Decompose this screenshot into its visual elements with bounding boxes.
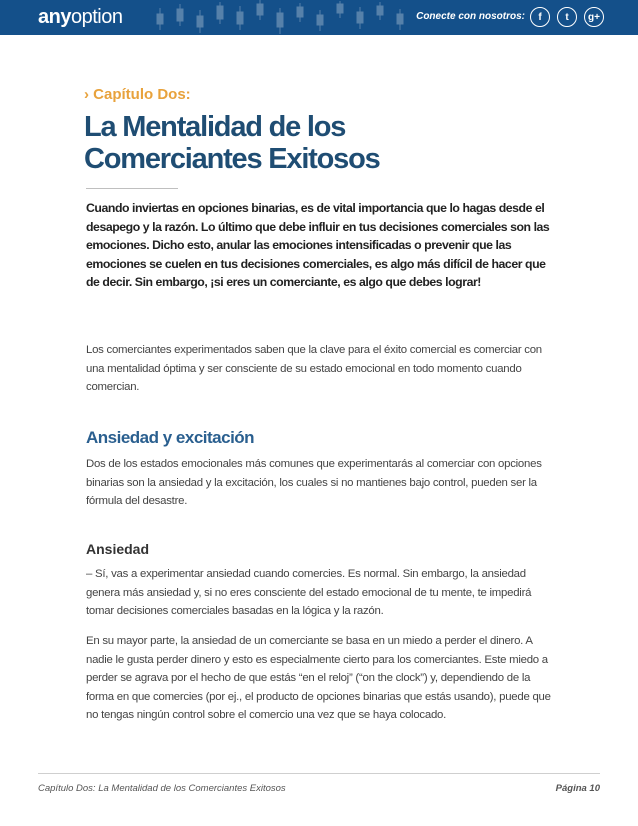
page-number: Página 10: [555, 783, 600, 794]
footer-divider: [38, 773, 600, 774]
anyoption-logo[interactable]: [38, 6, 122, 29]
paragraph-2: Dos de los estados emocionales más comunes que experimentarás al comerciar con opciones binarias son la ansiedad y la excitación, los cuales si no mantienes bajo control, pueden ser la fórmula del desastre.: [86, 458, 542, 508]
header-bar: [0, 0, 638, 35]
facebook-icon[interactable]: f: [530, 7, 550, 27]
chapter-label: › Capítulo Dos:: [84, 86, 191, 103]
paragraph-1: Los comerciantes experimentados saben que la clave para el éxito comercial es comerciar con una mentalidad óptima y ser consciente de su estado emocional en todo momento cuando comercian.: [86, 344, 542, 394]
section-heading: Ansiedad y excitación: [86, 428, 255, 447]
candlestick-decoration: [150, 0, 410, 35]
logo-rest: option: [70, 6, 123, 28]
connect-label: Conecte con nosotros:: [416, 11, 525, 22]
title-divider: [86, 188, 178, 189]
subsection-heading: Ansiedad: [86, 541, 150, 557]
footer-chapter: Capítulo Dos: La Mentalidad de los Comerciantes Exitosos: [38, 783, 286, 794]
googleplus-icon[interactable]: g+: [584, 7, 604, 27]
logo-bold: any: [38, 6, 71, 28]
title-line-2: Comerciantes Exitosos: [84, 143, 380, 175]
lead-paragraph: Cuando inviertas en opciones binarias, es de vital importancia que lo hagas desde el desapego y la razón. Lo último que debe influir en tus decisiones comerciales son las emociones. Dicho esto, anular las emociones intensificadas o prevenir que las emociones se cuelen en tus decisiones comerciales, es algo más difícil de hacer que de decir. Sin embargo, ¡si eres un comerciante, es algo que debes lograr!: [86, 201, 550, 290]
paragraph-4: En su mayor parte, la ansiedad de un comerciante se basa en un miedo a perder el dinero. A nadie le gusta perder dinero y esto es especialmente cierto para los comerciantes. Este miedo a perder se agrava por el hecho de que estás “en el reloj” (“on the clock”) y, dependiendo de la forma en que comercies (por ej., el producto de opciones binarias que estás usando), puede que no tengas ningún control sobre el comercio una vez que se haya colocado.: [86, 635, 551, 722]
twitter-icon[interactable]: t: [557, 7, 577, 27]
paragraph-3: – Sí, vas a experimentar ansiedad cuando comercies. Es normal. Sin embargo, la ansiedad genera más ansiedad y, si no eres consciente del estado emocional de tu mente, te impedirá tomar decisiones comerciales basadas en la lógica y la razón.: [86, 568, 532, 618]
page-title: [84, 111, 380, 175]
title-line-1: La Mentalidad de los: [84, 111, 346, 143]
